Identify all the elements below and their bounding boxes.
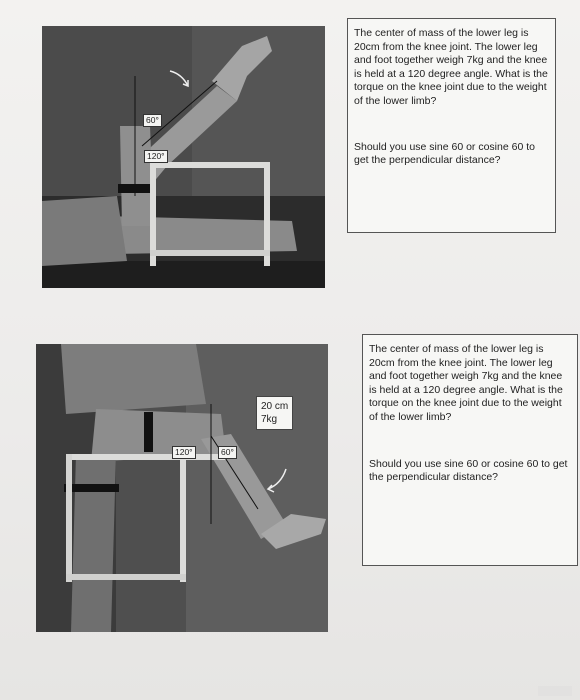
- distance-label: 20 cm: [261, 401, 289, 412]
- question-text-2: The center of mass of the lower leg is 20cm from the knee joint. The lower leg and foot together weigh 7kg and the knee is held at a 120 degree angle. What is the torque on the knee joint due to the weight of the lower limb?: [369, 343, 563, 423]
- leg-photo-2: [36, 344, 328, 632]
- question-followup-2: Should you use sine 60 or cosine 60 to get the perpendicular distance?: [369, 457, 568, 484]
- angle-label-120: 120°: [172, 446, 196, 459]
- question-followup-1: Should you use sine 60 or cosine 60 to get the perpendicular distance?: [354, 140, 535, 167]
- angle-label-120: 120°: [144, 150, 168, 163]
- question-box-1: [347, 18, 556, 233]
- question-box-2: [362, 334, 578, 566]
- leg-illustration-1: [42, 26, 325, 288]
- weight-label: 7kg: [261, 414, 278, 425]
- page-stamp: [538, 686, 572, 696]
- question-text-1: The center of mass of the lower leg is 20cm from the knee joint. The lower leg and foot together weigh 7kg and the knee is held at a 120 degree angle. What is the torque on the knee joint due to the weight of the lower limb?: [354, 27, 548, 107]
- angle-label-60: 60°: [143, 114, 162, 127]
- leg-illustration-2: [36, 344, 328, 632]
- measurement-label: [256, 396, 293, 430]
- angle-label-60: 60°: [218, 446, 237, 459]
- leg-photo-1: [42, 26, 325, 288]
